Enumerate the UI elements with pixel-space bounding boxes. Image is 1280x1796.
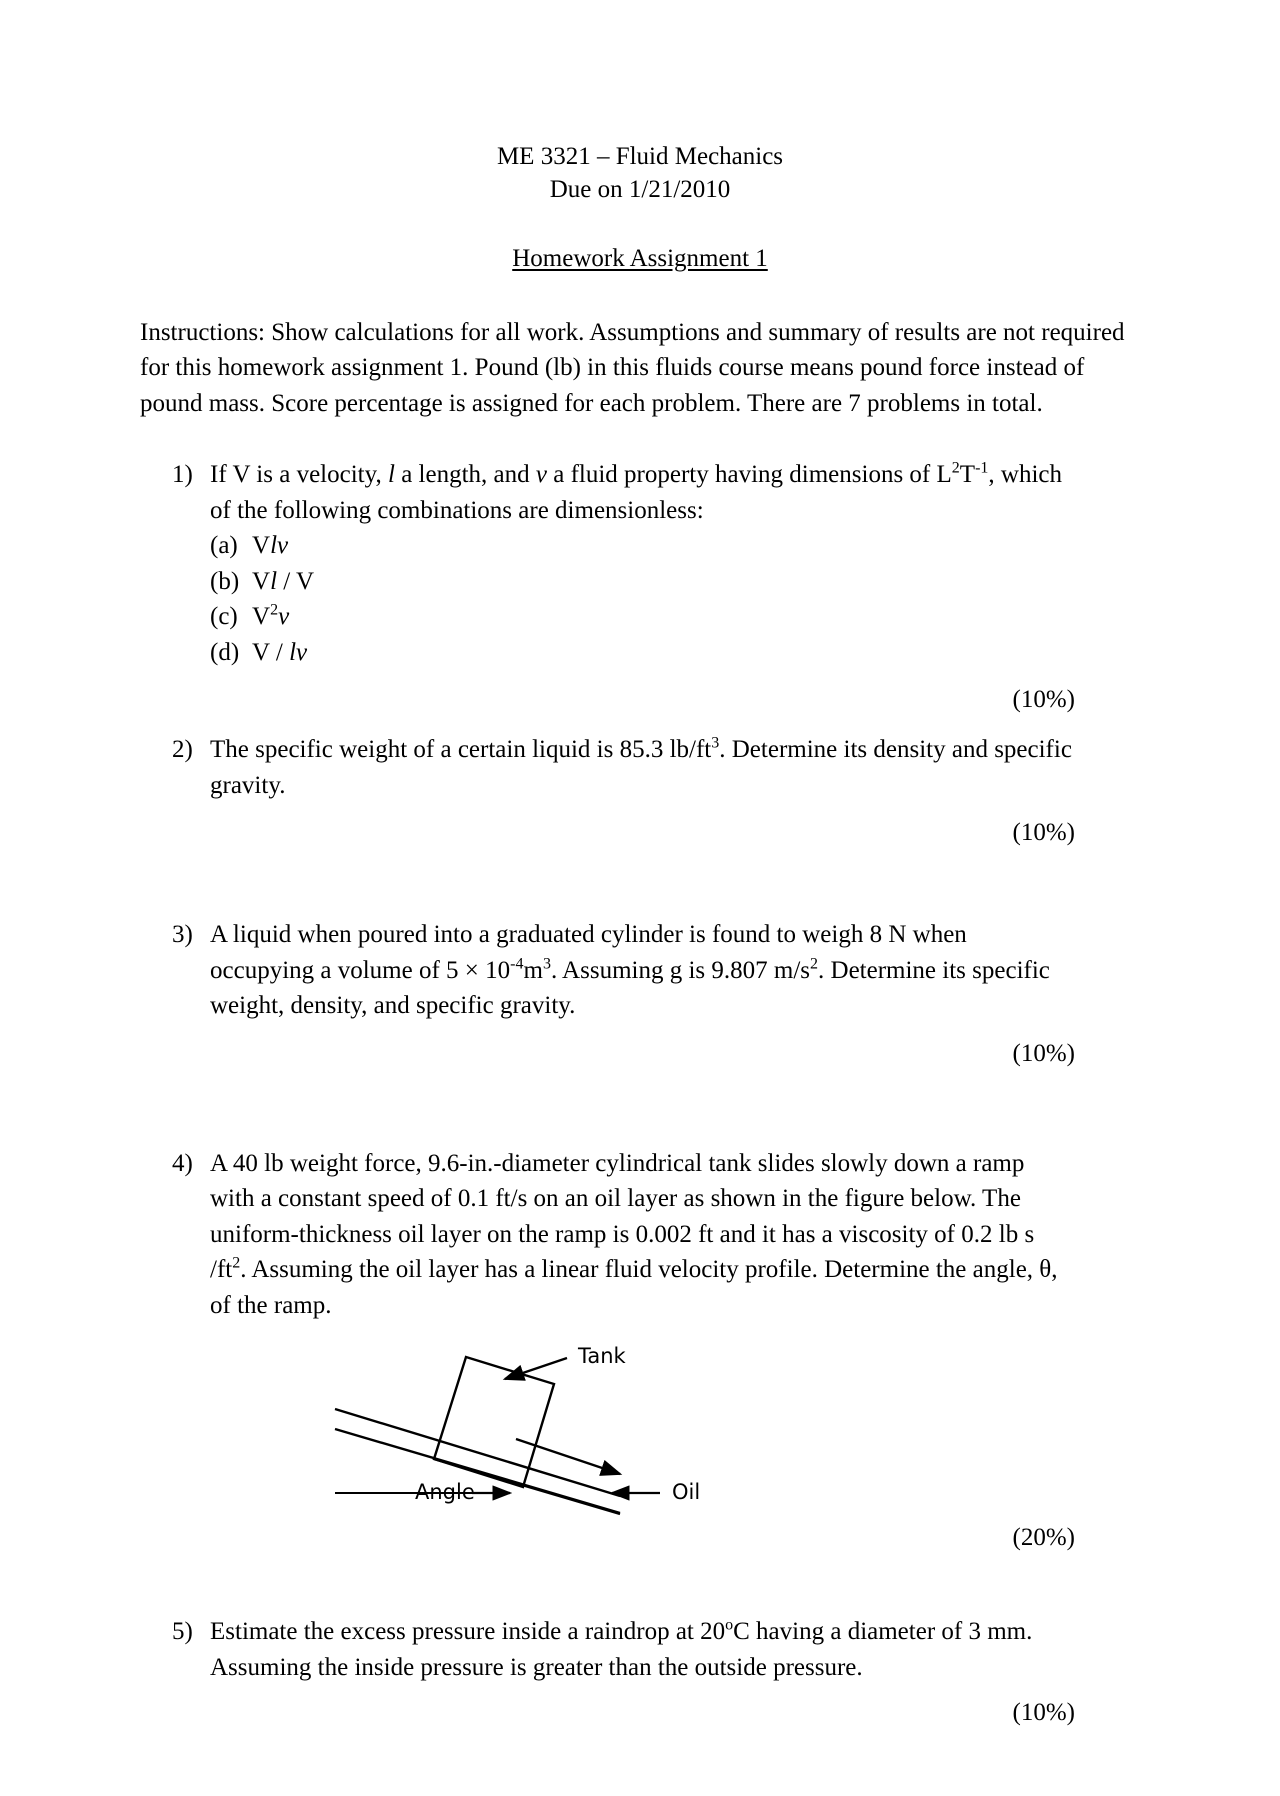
option-a (210, 528, 1075, 564)
option-c (210, 599, 1075, 635)
option-a-label: (a) (210, 532, 238, 559)
option-c-prefix: V (252, 603, 271, 630)
problem-3-percent: (10%) (1012, 1039, 1075, 1067)
option-d-label: (d) (210, 638, 240, 666)
problem-4-number: 4) (172, 1149, 193, 1177)
option-d-italic: lv (289, 638, 308, 666)
tank-label: Tank (578, 1344, 626, 1368)
problem-5-percent: (10%) (1012, 1699, 1075, 1726)
ramp-diagram (320, 1341, 960, 1516)
problem-1-text-b: a length, and (394, 461, 536, 488)
problem-2-percent: (10%) (1012, 819, 1075, 846)
option-c-sup: 2 (270, 601, 279, 619)
problem-1 (0, 457, 1280, 670)
problem-3-text-d: . Determine its specific weight, density, and specific gravity. (210, 956, 1050, 1019)
option-a-italic: lv (270, 532, 289, 559)
course-header (0, 140, 1280, 207)
option-b-suffix: / V (277, 567, 315, 595)
assignment-title-text: Homework Assignment 1 (512, 244, 768, 272)
option-a-prefix: V (252, 532, 271, 559)
problem-4-sup-1: 2 (232, 1254, 241, 1272)
problem-4-text (210, 1150, 1058, 1319)
problem-1-text (210, 461, 1062, 524)
problem-3-text-c: . Assuming g is 9.807 m/s (550, 956, 811, 984)
option-b-italic: l (270, 567, 278, 595)
problem-1-var-v: v (535, 461, 547, 488)
problem-2 (0, 732, 1280, 803)
angle-label: Angle (415, 1480, 475, 1504)
problem-5-text (210, 1618, 1032, 1681)
problem-1-text-c: a fluid property having dimensions of L (546, 461, 952, 488)
problem-5-sup-1: o (725, 1616, 734, 1634)
problem-3-text-a: A liquid when poured into a graduated cylinder is found to weigh 8 N when occupying a volume of 5 × 10 (210, 921, 967, 984)
problem-5-text-b: C having a diameter of 3 mm. Assuming the inside pressure is greater than the outside pressure. (210, 1618, 1033, 1681)
ramp-figure-container (0, 1341, 1280, 1516)
option-b-label: (b) (210, 567, 240, 595)
due-date: Due on 1/21/2010 (549, 176, 731, 204)
option-d (210, 635, 1075, 671)
problem-2-text-b: . Determine its density and specific gravity. (210, 736, 1072, 799)
assignment-title (0, 245, 1280, 273)
problem-2-number: 2) (172, 736, 193, 763)
problem-3-text (210, 921, 1050, 1019)
problem-4 (0, 1146, 1280, 1324)
problem-4-text-a: A 40 lb weight force, 9.6-in.-diameter cylindrical tank slides slowly down a ramp with a constant speed of 0.1 ft/s on an oil layer as shown in the figure below. The uniform-thickness oil layer on the ramp is 0.002 ft and it has a viscosity of 0.2 lb s /ft (210, 1149, 1035, 1283)
problem-1-text-d: T (959, 461, 976, 488)
tank-leader-arrow (505, 1358, 567, 1379)
instructions-paragraph: Instructions: Show calculations for all work. Assumptions and summary of results are not required for this homework assignment 1. Pound (lb) in this fluids course means pound force instead of pound mass. Score percentage is assigned for each problem. There are 7 problems in total. (140, 318, 1125, 417)
problem-5-number: 5) (172, 1618, 193, 1645)
problem-1-options (210, 528, 1075, 670)
problem-1-sup-1: 2 (951, 459, 960, 477)
problem-2-text-a: The specific weight of a certain liquid is 85.3 lb/ft (210, 736, 712, 763)
problem-3-sup-1: -4 (510, 955, 524, 973)
problem-1-text-e: , which of the following combinations are dimensionless: (210, 461, 1062, 524)
option-d-prefix: V / (252, 638, 290, 666)
problem-3-number: 3) (172, 921, 193, 948)
option-c-label: (c) (210, 603, 238, 630)
problem-list (0, 457, 1280, 1727)
document-page (0, 140, 1280, 1796)
oil-label: Oil (672, 1480, 701, 1504)
problem-2-text (210, 736, 1072, 799)
ramp-surface-upper-line (335, 1409, 620, 1496)
problem-1-var-l: l (387, 461, 395, 488)
problem-5 (0, 1614, 1280, 1685)
problem-4-text-b: . Assuming the oil layer has a linear fluid velocity profile. Determine the angle, θ, of the ramp. (210, 1256, 1058, 1319)
problem-4-percent: (20%) (1012, 1524, 1075, 1551)
course-title: ME 3321 – Fluid Mechanics (496, 143, 784, 170)
option-c-italic: v (278, 603, 290, 630)
problem-1-sup-2: -1 (975, 459, 989, 477)
option-b (210, 564, 1075, 600)
problem-3 (0, 917, 1280, 1024)
problem-3-text-b: m (523, 956, 543, 984)
problem-1-text-a: If V is a velocity, (210, 461, 388, 488)
problem-3-sup-2: 3 (542, 955, 551, 973)
option-b-prefix: V (252, 567, 271, 595)
problem-5-text-a: Estimate the excess pressure inside a raindrop at 20 (210, 1618, 726, 1645)
problem-3-sup-3: 2 (810, 955, 819, 973)
problem-1-number: 1) (172, 461, 193, 488)
problem-2-sup-1: 3 (711, 734, 720, 752)
tank-rectangle (434, 1357, 554, 1487)
problem-1-percent: (10%) (1012, 686, 1075, 713)
